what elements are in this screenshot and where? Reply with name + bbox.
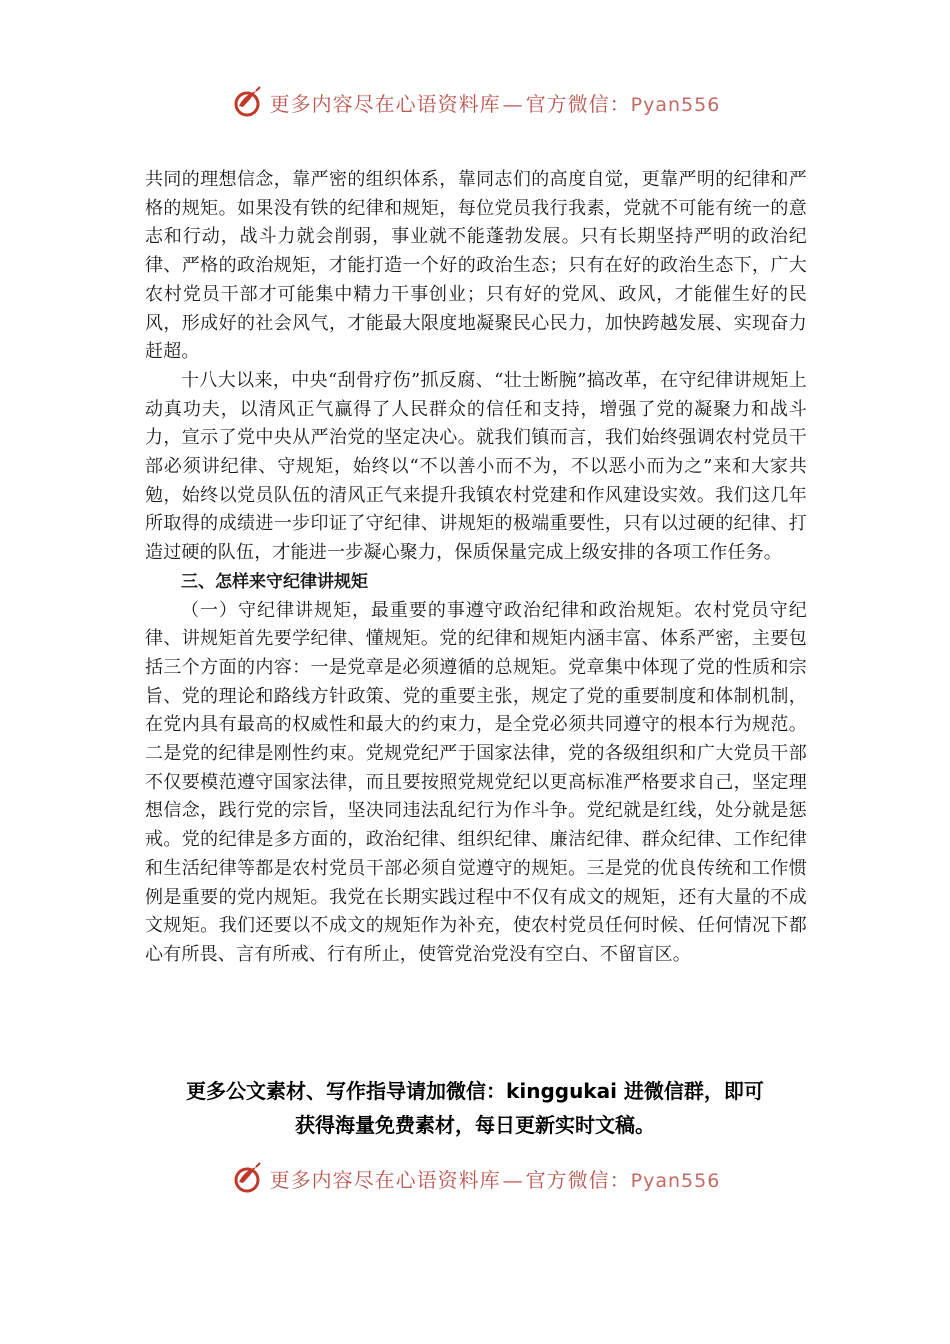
promo-notice-line-1: 更多公文素材、写作指导请加微信：kinggukai 进微信群，即可 [186,1079,764,1103]
body-paragraph-2: 十八大以来，中央“刮骨疗伤”抓反腐、“壮士断腕”搞改革，在守纪律讲规矩上动真功夫，以清风正气赢得了人民群众的信任和支持，增强了党的凝聚力和战斗力，宣示了党中央从严治党的坚定决心。就我们镇而言，我们始终强调农村党员干部必须讲纪律、守规矩，始终以“不以善小而不为，不以恶小而为之”来和大家共勉，始终以党员队伍的清风正气来提升我镇农村党建和作风建设实效。我们这几年所取得的成绩进一步印证了守纪律、讲规矩的极端重要性，只有以过硬的纪律、打造过硬的队伍，才能进一步凝心聚力，保质保量完成上级安排的各项工作任务。 [145,369,807,564]
footer-banner-text [270,1164,721,1193]
footer-site-text: 更多内容尽在心语资料库 [269,1167,501,1192]
header-site-text: 更多内容尽在心语资料库 [269,91,501,116]
header-banner-text [270,88,721,117]
pen-logo-icon [230,1161,264,1195]
section-paragraph: （一）守纪律讲规矩，最重要的事遵守政治纪律和政治规矩。农村党员守纪律、讲规矩首先要学纪律、懂规矩。党的纪律和规矩内涵丰富、体系严密，主要包括三个方面的内容：一是党章是必须遵循的总规矩。党章集中体现了党的性质和宗旨、党的理论和路线方针政策、党的重要主张，规定了党的重要制度和体制机制，在党内具有最高的权威性和最大的约束力，是全党必须共同遵守的根本行为规范。二是党的纪律是刚性约束。党规党纪严于国家法律，党的各级组织和广大党员干部不仅要模范遵守国家法律，而且要按照党规党纪以更高标准严格要求自己，坚定理想信念，践行党的宗旨，坚决同违法乱纪行为作斗争。党纪就是红线，处分就是惩戒。党的纪律是多方面的，政治纪律、组织纪律、廉洁纪律、群众纪律、工作纪律和生活纪律等都是农村党员干部必须自觉遵守的规矩。三是党的优良传统和工作惯例是重要的党内规矩。我党在长期实践过程中不仅有成文的规矩，还有大量的不成文规矩。我们还要以不成文的规矩作为补充，使农村党员任何时候、任何情况下都心有所畏、言有所戒、行有所止，使管党治党没有空白、不留盲区。 [145,599,807,965]
header-banner [0,82,950,122]
header-separator: — [502,91,524,116]
footer-wechat-id: Pyan556 [630,1169,721,1192]
header-wechat-id: Pyan556 [630,93,721,116]
pen-logo-icon [230,85,264,119]
promo-notice-line-2: 获得海量免费素材，每日更新实时文稿。 [295,1113,655,1137]
header-wechat-label: 官方微信： [525,91,631,116]
footer-wechat-label: 官方微信： [525,1167,631,1192]
footer-banner [0,1158,950,1198]
section-heading: 三、怎样来守纪律讲规矩 [181,571,368,592]
promo-notice [140,1074,810,1142]
document-body [145,166,807,970]
body-paragraph-1: 共同的理想信念，靠严密的组织体系，靠同志们的高度自觉，更靠严明的纪律和严格的规矩。如果没有铁的纪律和规矩，每位党员我行我素，党就不可能有统一的意志和行动，战斗力就会削弱，事业就不能蓬勃发展。只有长期坚持严明的政治纪律、严格的政治规矩，才能打造一个好的政治生态；只有在好的政治生态下，广大农村党员干部才可能集中精力干事创业；只有好的党风、政风，才能催生好的民风，形成好的社会风气，才能最大限度地凝聚民心民力，加快跨越发展、实现奋力赶超。 [145,169,807,363]
footer-separator: — [502,1167,524,1192]
